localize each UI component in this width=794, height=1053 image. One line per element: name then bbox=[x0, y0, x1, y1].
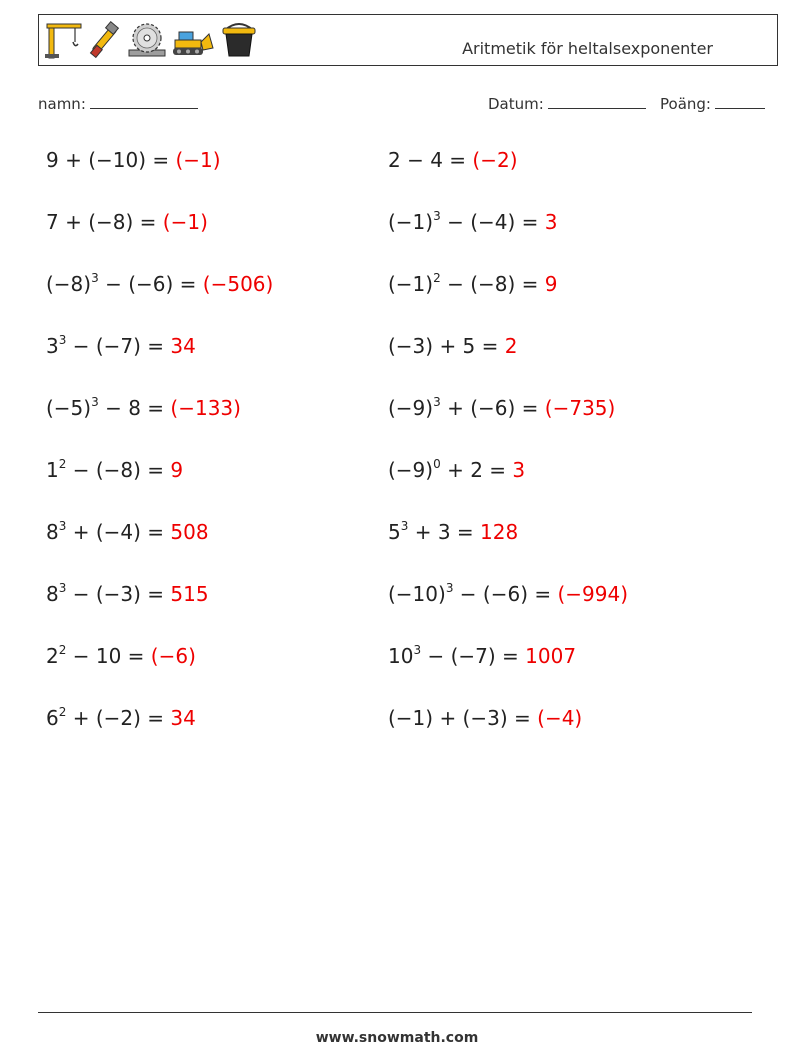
date-label: Datum: bbox=[488, 95, 544, 113]
problem-answer: 508 bbox=[170, 520, 209, 544]
problem-base: 3 bbox=[46, 334, 59, 358]
problem-base: 6 bbox=[46, 706, 59, 730]
problem-rest: − (−6) = bbox=[453, 582, 558, 606]
problem-exponent: 3 bbox=[413, 643, 422, 657]
wrench-icon bbox=[87, 20, 123, 60]
problem-rest: − (−3) = bbox=[66, 582, 171, 606]
problem-base: 2 − 4 bbox=[388, 148, 443, 172]
problem-base: 10 bbox=[388, 644, 414, 668]
problem-base: (−9) bbox=[388, 396, 434, 420]
problem-base: 2 bbox=[46, 644, 59, 668]
bulldozer-icon bbox=[171, 20, 215, 60]
problem-item bbox=[388, 706, 582, 730]
problem-exponent: 3 bbox=[400, 519, 409, 533]
problem-item bbox=[46, 148, 221, 172]
problem-answer: 1007 bbox=[525, 644, 577, 668]
problem-rest: − (−8) = bbox=[66, 458, 171, 482]
problem-answer: (−1) bbox=[175, 148, 221, 172]
problem-base: (−1) + (−3) bbox=[388, 706, 508, 730]
problem-answer: 9 bbox=[544, 272, 558, 296]
worksheet-title: Aritmetik för heltalsexponenter bbox=[462, 39, 713, 58]
name-blank[interactable] bbox=[90, 94, 198, 109]
problem-exponent: 2 bbox=[58, 457, 67, 471]
problem-rest: − (−4) = bbox=[440, 210, 545, 234]
problem-answer: (−735) bbox=[544, 396, 616, 420]
problem-rest: + (−2) = bbox=[66, 706, 171, 730]
problem-exponent: 2 bbox=[58, 643, 67, 657]
problem-item bbox=[388, 210, 558, 234]
problem-answer: 2 bbox=[504, 334, 518, 358]
problem-item bbox=[388, 272, 558, 296]
problem-item bbox=[46, 334, 196, 358]
problem-exponent: 3 bbox=[433, 395, 441, 409]
problem-answer: 515 bbox=[170, 582, 209, 606]
problem-base: (−1) bbox=[388, 272, 434, 296]
problem-answer: (−4) bbox=[537, 706, 583, 730]
score-label: Poäng: bbox=[660, 95, 711, 113]
footer-url: www.snowmath.com bbox=[315, 1030, 479, 1046]
score-blank[interactable] bbox=[715, 94, 765, 109]
footer-divider bbox=[38, 1012, 752, 1013]
problem-item bbox=[388, 582, 628, 606]
problem-base: 8 bbox=[46, 582, 59, 606]
problem-base: (−10) bbox=[388, 582, 446, 606]
problem-rest: − (−8) = bbox=[440, 272, 545, 296]
problem-rest: + 2 = bbox=[440, 458, 513, 482]
bucket-icon bbox=[219, 20, 259, 60]
problem-item bbox=[46, 644, 196, 668]
problem-answer: (−133) bbox=[170, 396, 241, 420]
problem-answer: (−506) bbox=[202, 272, 274, 296]
problem-exponent: 2 bbox=[58, 705, 67, 719]
problem-rest: = bbox=[442, 148, 473, 172]
name-field bbox=[38, 94, 198, 113]
problem-item bbox=[46, 396, 241, 420]
date-field bbox=[488, 94, 646, 113]
problem-rest: = bbox=[146, 148, 176, 172]
problem-item bbox=[46, 520, 209, 544]
problem-item bbox=[46, 458, 183, 482]
problem-rest: + (−4) = bbox=[66, 520, 171, 544]
problem-item bbox=[388, 644, 576, 668]
problem-answer: 34 bbox=[170, 334, 196, 358]
problem-rest: − (−6) = bbox=[98, 272, 203, 296]
problem-item bbox=[388, 396, 615, 420]
problem-item bbox=[46, 706, 196, 730]
problem-exponent: 3 bbox=[445, 581, 454, 595]
problem-rest: + (−6) = bbox=[440, 396, 545, 420]
problem-answer: 3 bbox=[512, 458, 526, 482]
problem-item bbox=[46, 210, 208, 234]
problem-exponent: 0 bbox=[433, 457, 441, 471]
problem-item bbox=[46, 272, 273, 296]
problem-exponent: 3 bbox=[433, 209, 441, 223]
problem-item bbox=[388, 148, 518, 172]
problem-item bbox=[46, 582, 209, 606]
problem-item bbox=[388, 520, 518, 544]
problem-base: 8 bbox=[46, 520, 59, 544]
problem-item bbox=[388, 334, 518, 358]
problem-base: 1 bbox=[46, 458, 59, 482]
problem-exponent: 3 bbox=[58, 581, 67, 595]
problem-base: (−3) + 5 bbox=[388, 334, 476, 358]
problem-base: (−5) bbox=[46, 396, 92, 420]
problem-item bbox=[388, 458, 525, 482]
problem-rest: = bbox=[507, 706, 538, 730]
problem-exponent: 3 bbox=[58, 333, 67, 347]
score-field bbox=[660, 94, 765, 113]
crane-icon bbox=[43, 20, 83, 60]
problem-base: 5 bbox=[388, 520, 401, 544]
problem-rest: − 10 = bbox=[66, 644, 151, 668]
problem-answer: 3 bbox=[544, 210, 558, 234]
problem-answer: (−6) bbox=[150, 644, 196, 668]
problem-rest: = bbox=[133, 210, 163, 234]
name-label: namn: bbox=[38, 95, 86, 113]
problem-exponent: 3 bbox=[91, 395, 99, 409]
date-blank[interactable] bbox=[548, 94, 646, 109]
saw-blade-icon bbox=[127, 20, 167, 60]
header-box bbox=[38, 14, 778, 66]
problem-answer: 34 bbox=[170, 706, 196, 730]
problem-base: (−1) bbox=[388, 210, 434, 234]
problem-base: 7 + (−8) bbox=[46, 210, 134, 234]
icon-strip bbox=[43, 19, 259, 61]
problem-answer: (−2) bbox=[472, 148, 518, 172]
problem-base: (−8) bbox=[46, 272, 92, 296]
problem-rest: − 8 = bbox=[98, 396, 171, 420]
problem-rest: = bbox=[475, 334, 505, 358]
problem-answer: 128 bbox=[480, 520, 519, 544]
problem-rest: − (−7) = bbox=[421, 644, 526, 668]
problem-base: 9 + (−10) bbox=[46, 148, 147, 172]
problem-rest: + 3 = bbox=[408, 520, 481, 544]
problem-exponent: 2 bbox=[433, 271, 441, 285]
problem-exponent: 3 bbox=[91, 271, 99, 285]
problem-rest: − (−7) = bbox=[66, 334, 171, 358]
problem-base: (−9) bbox=[388, 458, 434, 482]
problem-answer: (−1) bbox=[162, 210, 208, 234]
problem-exponent: 3 bbox=[58, 519, 67, 533]
problem-answer: 9 bbox=[170, 458, 184, 482]
problem-answer: (−994) bbox=[557, 582, 629, 606]
